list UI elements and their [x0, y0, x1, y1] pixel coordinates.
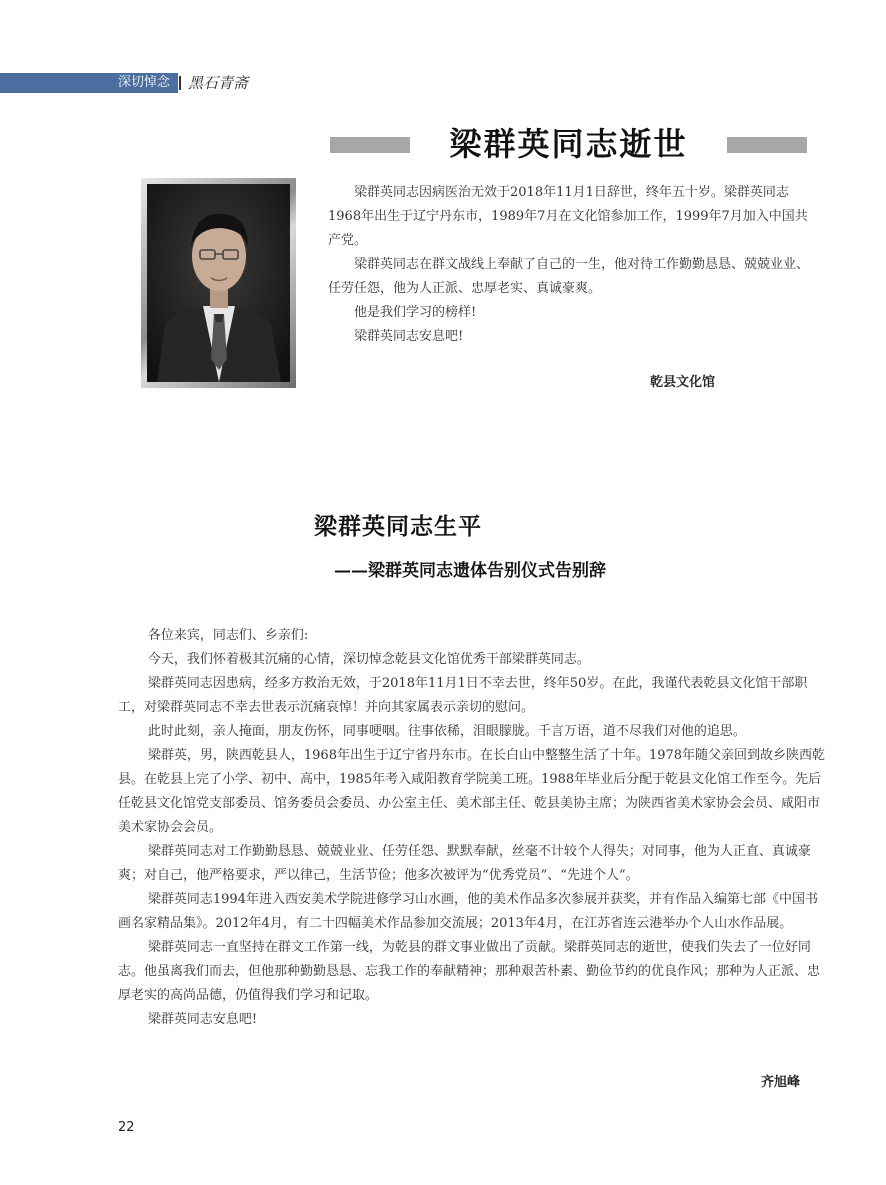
header-divider: [179, 76, 181, 90]
title-bar-right: [727, 137, 807, 153]
portrait-frame: [141, 178, 296, 388]
speech-paragraph: 梁群英同志1994年进入西安美术学院进修学习山水画，他的美术作品多次参展并获奖，并有作品入编第七部《中国书画名家精品集》。2012年4月，有二十四幅美术作品参加交流展；2013年4月，在江苏省连云港举办个人山水作品展。: [118, 892, 818, 931]
obituary-title: 梁群英同志逝世: [449, 125, 688, 163]
obituary-body: [328, 181, 812, 349]
speech-paragraph: 梁群英同志安息吧!: [147, 1012, 258, 1027]
obituary-paragraph: 他是我们学习的榜样!: [354, 305, 477, 320]
magazine-logo: 黑石青斋: [188, 74, 249, 92]
speech-paragraph: 梁群英同志一直坚持在群文工作第一线，为乾县的群文事业做出了贡献。梁群英同志的逝世，使我们失去了一位好同志。他虽离我们而去，但他那种勤勤恳恳、忘我工作的奉献精神；那种艰苦朴素、勤俭节约的优良作风；那种为人正派、忠厚老实的高尚品德，仍值得我们学习和记取。: [118, 940, 821, 1003]
portrait-photo: [147, 184, 290, 382]
speech-paragraph: 梁群英，男，陕西乾县人，1968年出生于辽宁省丹东市。在长白山中整整生活了十年。1978年随父亲回到故乡陕西乾县。在乾县上完了小学、初中、高中，1985年考入咸阳教育学院美工班。1988年毕业后分配于乾县文化馆工作至今。先后任乾县文化馆党支部委员、馆务委员会委员、办公室主任、美术部主任、乾县美协主席；为陕西省美术家协会会员、咸阳市美术家协会会员。: [118, 748, 826, 835]
speech-paragraph: 今天，我们怀着极其沉痛的心情，深切悼念乾县文化馆优秀干部梁群英同志。: [147, 652, 590, 667]
page-number: 22: [118, 1120, 135, 1135]
portrait-image: [147, 184, 290, 382]
obituary-paragraph: 梁群英同志因病医治无效于2018年11月1日辞世，终年五十岁。梁群英同志1968年出生于辽宁丹东市，1989年7月在文化馆参加工作，1999年7月加入中国共产党。: [328, 185, 808, 248]
biography-signature: 齐旭峰: [761, 1075, 801, 1090]
section-label: 深切悼念: [118, 75, 171, 90]
obituary-paragraph: 梁群英同志在群文战线上奉献了自己的一生，他对待工作勤勤恳恳、兢兢业业、任劳任怨，他为人正派、忠厚老实、真诚豪爽。: [328, 257, 810, 296]
speech-paragraph: 梁群英同志因患病，经多方救治无效，于2018年11月1日不幸去世，终年50岁。在此，我谨代表乾县文化馆干部职工，对梁群英同志不幸去世表示沉痛哀悼！并向其家属表示亲切的慰问。: [118, 676, 808, 715]
biography-subtitle: ——梁群英同志遗体告别仪式告别辞: [334, 561, 606, 581]
obituary-title-block: [330, 122, 810, 166]
biography-title: 梁群英同志生平: [314, 514, 482, 540]
speech-paragraph: 各位来宾，同志们、乡亲们:: [147, 628, 309, 643]
title-bar-left: [330, 137, 410, 153]
biography-body: [118, 624, 828, 1032]
obituary-signature: 乾县文化馆: [650, 375, 716, 390]
obituary-paragraph: 梁群英同志安息吧!: [354, 329, 464, 344]
speech-paragraph: 梁群英同志对工作勤勤恳恳、兢兢业业、任劳任怨、默默奉献，丝毫不计较个人得失；对同事，他为人正直、真诚豪爽；对自己，他严格要求，严以律己，生活节俭；他多次被评为“优秀党员”、“先进个人”。: [118, 844, 811, 883]
section-header: [0, 73, 886, 93]
speech-paragraph: 此时此刻，亲人掩面，朋友伤怀，同事哽咽。往事依稀，泪眼朦胧。千言万语，道不尽我们对他的追思。: [147, 724, 746, 739]
